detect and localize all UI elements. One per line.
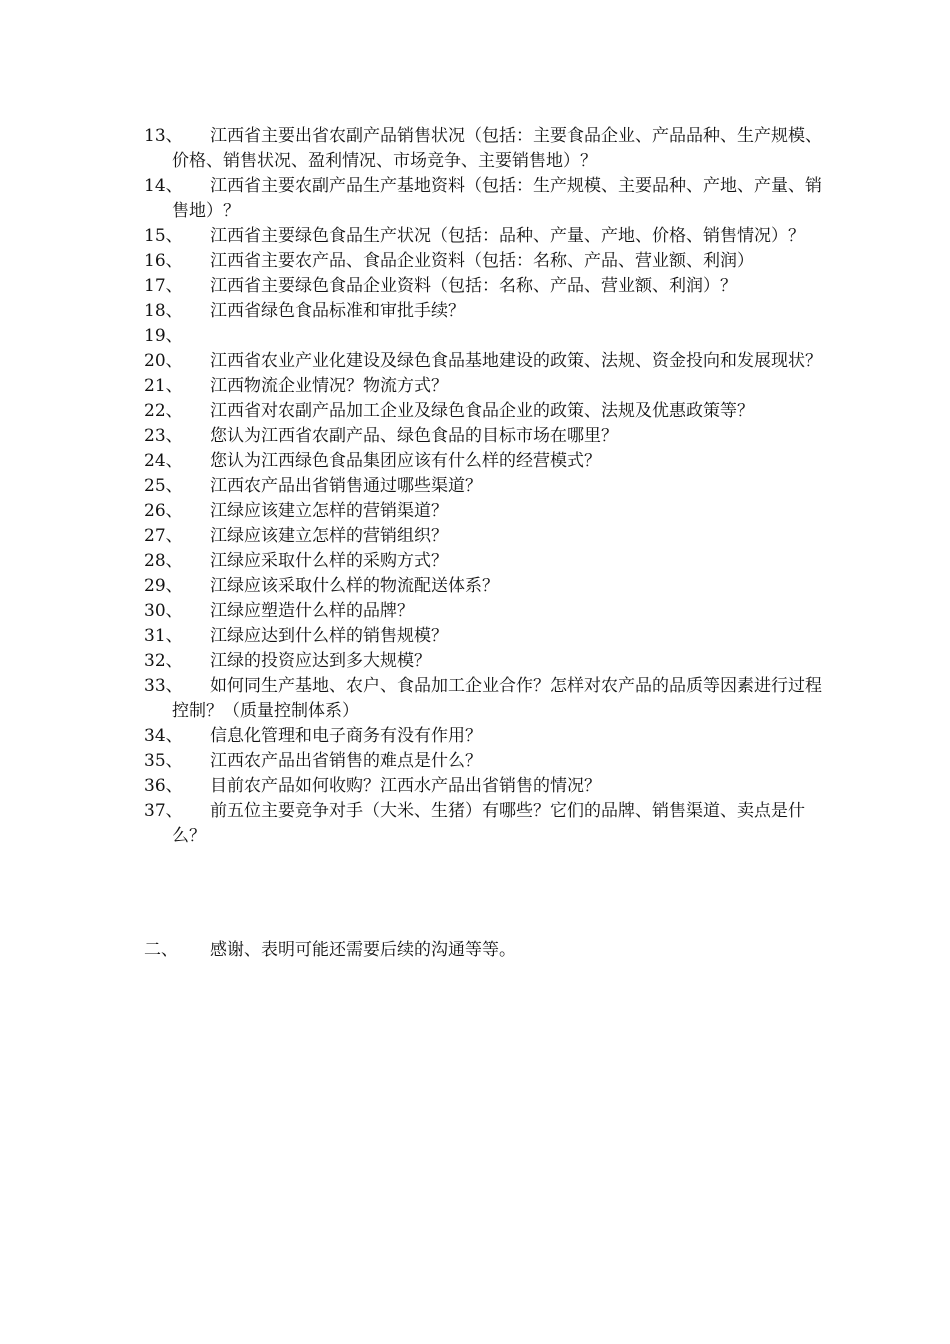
list-item (144, 399, 824, 424)
item-text: 江西农产品出省销售的难点是什么？ (210, 751, 482, 771)
item-text: 江西省主要绿色食品企业资料（包括：名称、产品、营业额、利润）？ (210, 276, 737, 296)
item-text: 目前农产品如何收购？江西水产品出省销售的情况？ (210, 776, 601, 796)
list-item (144, 224, 824, 249)
list-item (144, 599, 824, 624)
item-number: 14、 (144, 176, 183, 196)
item-text: 江西省绿色食品标准和审批手续？ (210, 301, 465, 321)
list-item (144, 249, 824, 274)
closing-section (144, 938, 516, 963)
item-text: 您认为江西省农副产品、绿色食品的目标市场在哪里？ (210, 426, 618, 446)
item-number: 25、 (144, 476, 183, 496)
item-text: 江绿应塑造什么样的品牌？ (210, 601, 414, 621)
item-number: 23、 (144, 426, 183, 446)
item-number: 37、 (144, 801, 183, 821)
item-number: 22、 (144, 401, 183, 421)
item-number: 24、 (144, 451, 183, 471)
item-text: 如何同生产基地、农户、食品加工企业合作？怎样对农产品的品质等因素进行过程控制？（质量控制体系） (172, 676, 822, 721)
item-text: 江西农产品出省销售通过哪些渠道？ (210, 476, 482, 496)
item-number: 31、 (144, 626, 183, 646)
list-item (144, 174, 824, 224)
list-item (144, 274, 824, 299)
item-text: 江西省主要绿色食品生产状况（包括：品种、产量、产地、价格、销售情况）？ (210, 226, 805, 246)
item-number: 34、 (144, 726, 183, 746)
item-text: 江绿应该采取什么样的物流配送体系？ (210, 576, 499, 596)
list-item (144, 749, 824, 774)
list-item (144, 449, 824, 474)
list-item (144, 524, 824, 549)
item-number: 30、 (144, 601, 183, 621)
item-number: 29、 (144, 576, 183, 596)
item-number: 16、 (144, 251, 183, 271)
item-number: 15、 (144, 226, 183, 246)
item-text: 江绿应达到什么样的销售规模？ (210, 626, 448, 646)
list-item (144, 374, 824, 399)
list-item (144, 299, 824, 324)
item-text: 江西省主要农产品、食品企业资料（包括：名称、产品、营业额、利润） (210, 251, 754, 271)
item-text: 江绿应该建立怎样的营销渠道？ (210, 501, 448, 521)
item-number: 18、 (144, 301, 183, 321)
item-number: 20、 (144, 351, 183, 371)
item-number: 26、 (144, 501, 183, 521)
item-text: 江西省主要出省农副产品销售状况（包括：主要食品企业、产品品种、生产规模、价格、销售状况、盈利情况、市场竞争、主要销售地）？ (172, 126, 822, 171)
item-text: 江西省对农副产品加工企业及绿色食品企业的政策、法规及优惠政策等？ (210, 401, 754, 421)
list-item (144, 649, 824, 674)
item-number: 19、 (144, 326, 183, 346)
item-number: 21、 (144, 376, 183, 396)
list-item (144, 799, 824, 849)
item-number: 27、 (144, 526, 183, 546)
item-number: 33、 (144, 676, 183, 696)
section-text: 感谢、表明可能还需要后续的沟通等等。 (210, 940, 516, 960)
item-text: 江西省农业产业化建设及绿色食品基地建设的政策、法规、资金投向和发展现状？ (210, 351, 822, 371)
item-number: 35、 (144, 751, 183, 771)
list-item (144, 349, 824, 374)
item-text: 江西省主要农副产品生产基地资料（包括：生产规模、主要品种、产地、产量、销售地）？ (172, 176, 822, 221)
list-item (144, 499, 824, 524)
list-item (144, 674, 824, 724)
item-number: 17、 (144, 276, 183, 296)
list-item (144, 324, 824, 349)
item-text: 前五位主要竞争对手（大米、生猪）有哪些？它们的品牌、销售渠道、卖点是什么？ (172, 801, 805, 846)
list-item (144, 774, 824, 799)
item-text: 江绿应该建立怎样的营销组织？ (210, 526, 448, 546)
item-number: 36、 (144, 776, 183, 796)
list-item (144, 424, 824, 449)
item-number: 32、 (144, 651, 183, 671)
list-item (144, 549, 824, 574)
section-number: 二、 (144, 940, 178, 960)
list-item (144, 574, 824, 599)
item-text: 江西物流企业情况？物流方式？ (210, 376, 448, 396)
item-text: 您认为江西绿色食品集团应该有什么样的经营模式？ (210, 451, 601, 471)
item-text: 信息化管理和电子商务有没有作用？ (210, 726, 482, 746)
list-item (144, 624, 824, 649)
item-number: 28、 (144, 551, 183, 571)
item-number: 13、 (144, 126, 183, 146)
list-item (144, 724, 824, 749)
item-text: 江绿的投资应达到多大规模？ (210, 651, 431, 671)
item-text: 江绿应采取什么样的采购方式？ (210, 551, 448, 571)
list-item (144, 474, 824, 499)
question-list (144, 124, 824, 849)
list-item (144, 124, 824, 174)
